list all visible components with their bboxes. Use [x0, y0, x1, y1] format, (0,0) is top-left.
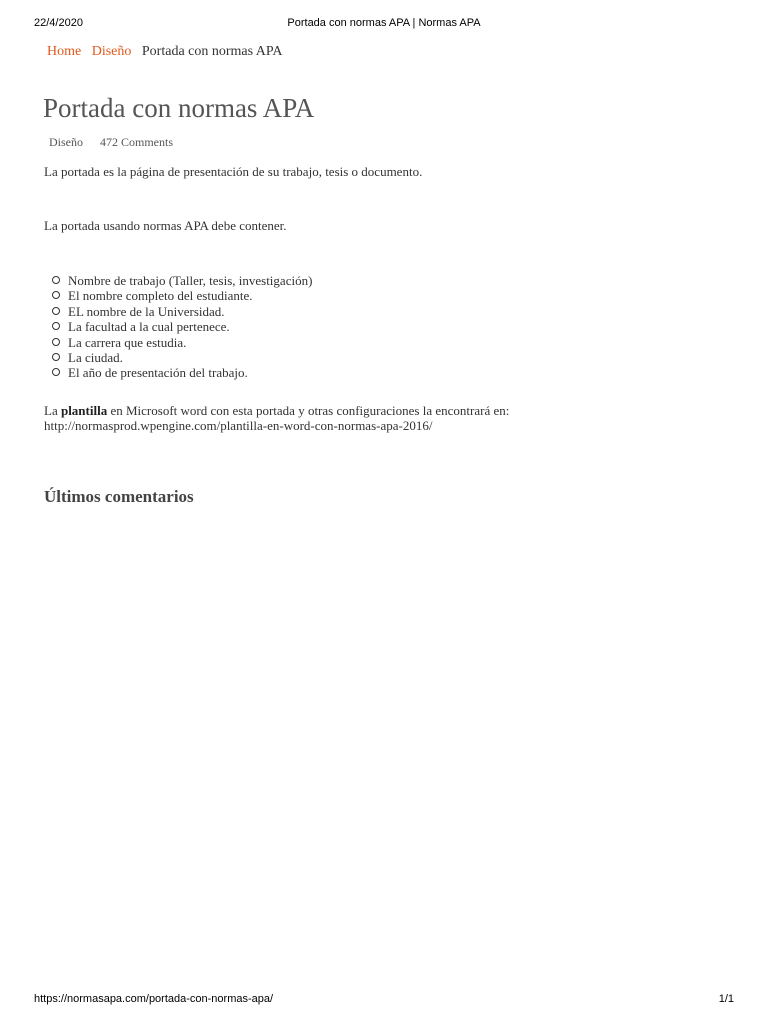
list-item: La ciudad.: [44, 350, 312, 365]
template-bold-word: plantilla: [60, 403, 108, 418]
list-item: EL nombre de la Universidad.: [44, 304, 312, 319]
print-date: 22/4/2020: [34, 17, 83, 29]
page-title: Portada con normas APA: [43, 93, 315, 123]
list-item: Nombre de trabajo (Taller, tesis, investigación): [44, 273, 312, 288]
list-item: El nombre completo del estudiante.: [44, 288, 312, 303]
breadcrumb-current: Portada con normas APA: [141, 44, 283, 59]
list-item: La carrera que estudia.: [44, 335, 312, 350]
list-item: La facultad a la cual pertenece.: [44, 319, 312, 334]
bullet-circle-icon: [52, 338, 60, 346]
post-comments-link[interactable]: 472 Comments: [100, 135, 174, 149]
list-item: El año de presentación del trabajo.: [44, 365, 312, 380]
print-page-number: 1/1: [718, 993, 734, 1005]
bullet-circle-icon: [52, 307, 60, 315]
print-page-title: Portada con normas APA | Normas APA: [287, 17, 481, 29]
breadcrumb: [47, 44, 283, 60]
bullet-circle-icon: [52, 322, 60, 330]
template-paragraph: La plantilla en Microsoft word con esta portada y otras configuraciones la encontrará en: http://normasprod.wpengine.com/plantilla-en-word-con-normas-apa-2016/: [44, 403, 510, 433]
print-url: https://normasapa.com/portada-con-normas-apa/: [34, 993, 274, 1005]
breadcrumb-home-link[interactable]: Home: [47, 44, 82, 59]
requirements-list: [44, 273, 312, 381]
breadcrumb-diseno-link[interactable]: Diseño: [91, 44, 132, 59]
post-category-link[interactable]: Diseño: [49, 135, 83, 149]
post-meta: [49, 135, 173, 150]
bullet-circle-icon: [52, 368, 60, 376]
bullet-circle-icon: [52, 291, 60, 299]
lead-paragraph: La portada usando normas APA debe contener.: [44, 218, 287, 233]
bullet-circle-icon: [52, 276, 60, 284]
print-header: [0, 17, 768, 31]
intro-paragraph: La portada es la página de presentación de su trabajo, tesis o documento.: [44, 164, 423, 179]
bullet-circle-icon: [52, 353, 60, 361]
latest-comments-heading: Últimos comentarios: [44, 487, 194, 506]
print-footer: [0, 993, 768, 1007]
